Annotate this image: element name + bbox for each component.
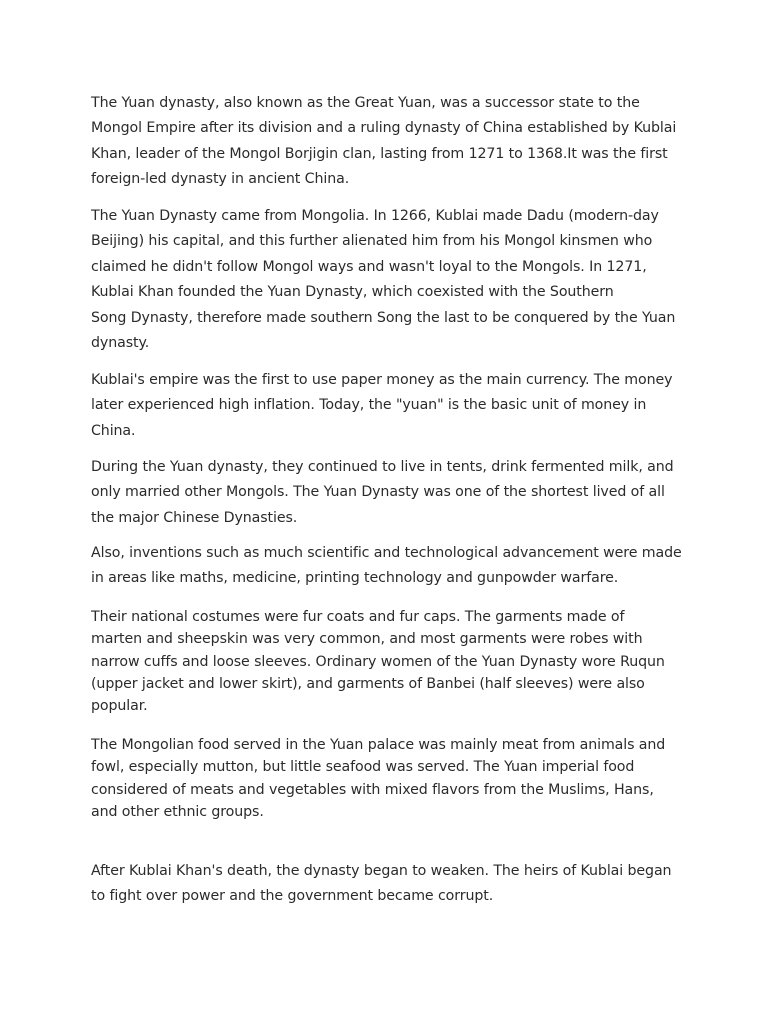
text-line: China.: [91, 422, 136, 439]
paragraph-origin: [91, 204, 691, 356]
text-line: narrow cuffs and loose sleeves. Ordinary women of the Yuan Dynasty wore Ruqun: [91, 653, 665, 670]
text-line: Song Dynasty, therefore made southern Song the last to be conquered by the Yuan: [91, 309, 676, 326]
text-line: claimed he didn't follow Mongol ways and wasn't loyal to the Mongols. In 1271,: [91, 258, 647, 275]
text-line: and other ethnic groups.: [91, 803, 264, 820]
text-line: Also, inventions such as much scientific and technological advancement were made: [91, 545, 682, 561]
paragraph-decline: [91, 859, 691, 910]
text-line: After Kublai Khan's death, the dynasty began to weaken. The heirs of Kublai began: [91, 863, 672, 879]
text-line: Kublai's empire was the first to use paper money as the main currency. The money: [91, 372, 673, 388]
paragraph-food: [91, 734, 691, 823]
text-line: the major Chinese Dynasties.: [91, 509, 298, 526]
text-line: Khan, leader of the Mongol Borjigin clan, lasting from 1271 to 1368.It was the first: [91, 145, 668, 162]
text-line: later experienced high inflation. Today, the "yuan" is the basic unit of money in: [91, 397, 647, 414]
text-line: in areas like maths, medicine, printing technology and gunpowder warfare.: [91, 570, 619, 587]
text-line: considered of meats and vegetables with mixed flavors from the Muslims, Hans,: [91, 781, 654, 798]
text-line: marten and sheepskin was very common, and most garments were robes with: [91, 631, 643, 648]
text-line: to fight over power and the government became corrupt.: [91, 888, 494, 905]
text-line: only married other Mongols. The Yuan Dynasty was one of the shortest lived of all: [91, 484, 665, 501]
text-line: Kublai Khan founded the Yuan Dynasty, which coexisted with the Southern: [91, 284, 614, 301]
paragraph-lifestyle: [91, 455, 691, 531]
paragraph-inventions: [91, 541, 691, 592]
text-line: The Yuan dynasty, also known as the Great Yuan, was a successor state to the: [91, 95, 640, 111]
paragraph-paper-money: [91, 368, 691, 444]
text-line: During the Yuan dynasty, they continued to live in tents, drink fermented milk, and: [91, 459, 674, 475]
text-line: The Mongolian food served in the Yuan palace was mainly meat from animals and: [91, 737, 666, 753]
paragraph-yuan-intro: [91, 91, 691, 193]
text-line: Mongol Empire after its division and a ruling dynasty of China established by Kublai: [91, 120, 677, 137]
text-line: dynasty.: [91, 335, 150, 352]
text-line: fowl, especially mutton, but little seafood was served. The Yuan imperial food: [91, 759, 635, 776]
text-line: Their national costumes were fur coats and fur caps. The garments made of: [91, 609, 625, 625]
text-line: foreign-led dynasty in ancient China.: [91, 171, 350, 188]
text-line: (upper jacket and lower skirt), and garments of Banbei (half sleeves) were also: [91, 675, 645, 692]
paragraph-costumes: [91, 606, 691, 717]
text-line: The Yuan Dynasty came from Mongolia. In 1266, Kublai made Dadu (modern-day: [91, 208, 659, 224]
text-line: popular.: [91, 698, 148, 715]
text-line: Beijing) his capital, and this further alienated him from his Mongol kinsmen who: [91, 233, 653, 250]
